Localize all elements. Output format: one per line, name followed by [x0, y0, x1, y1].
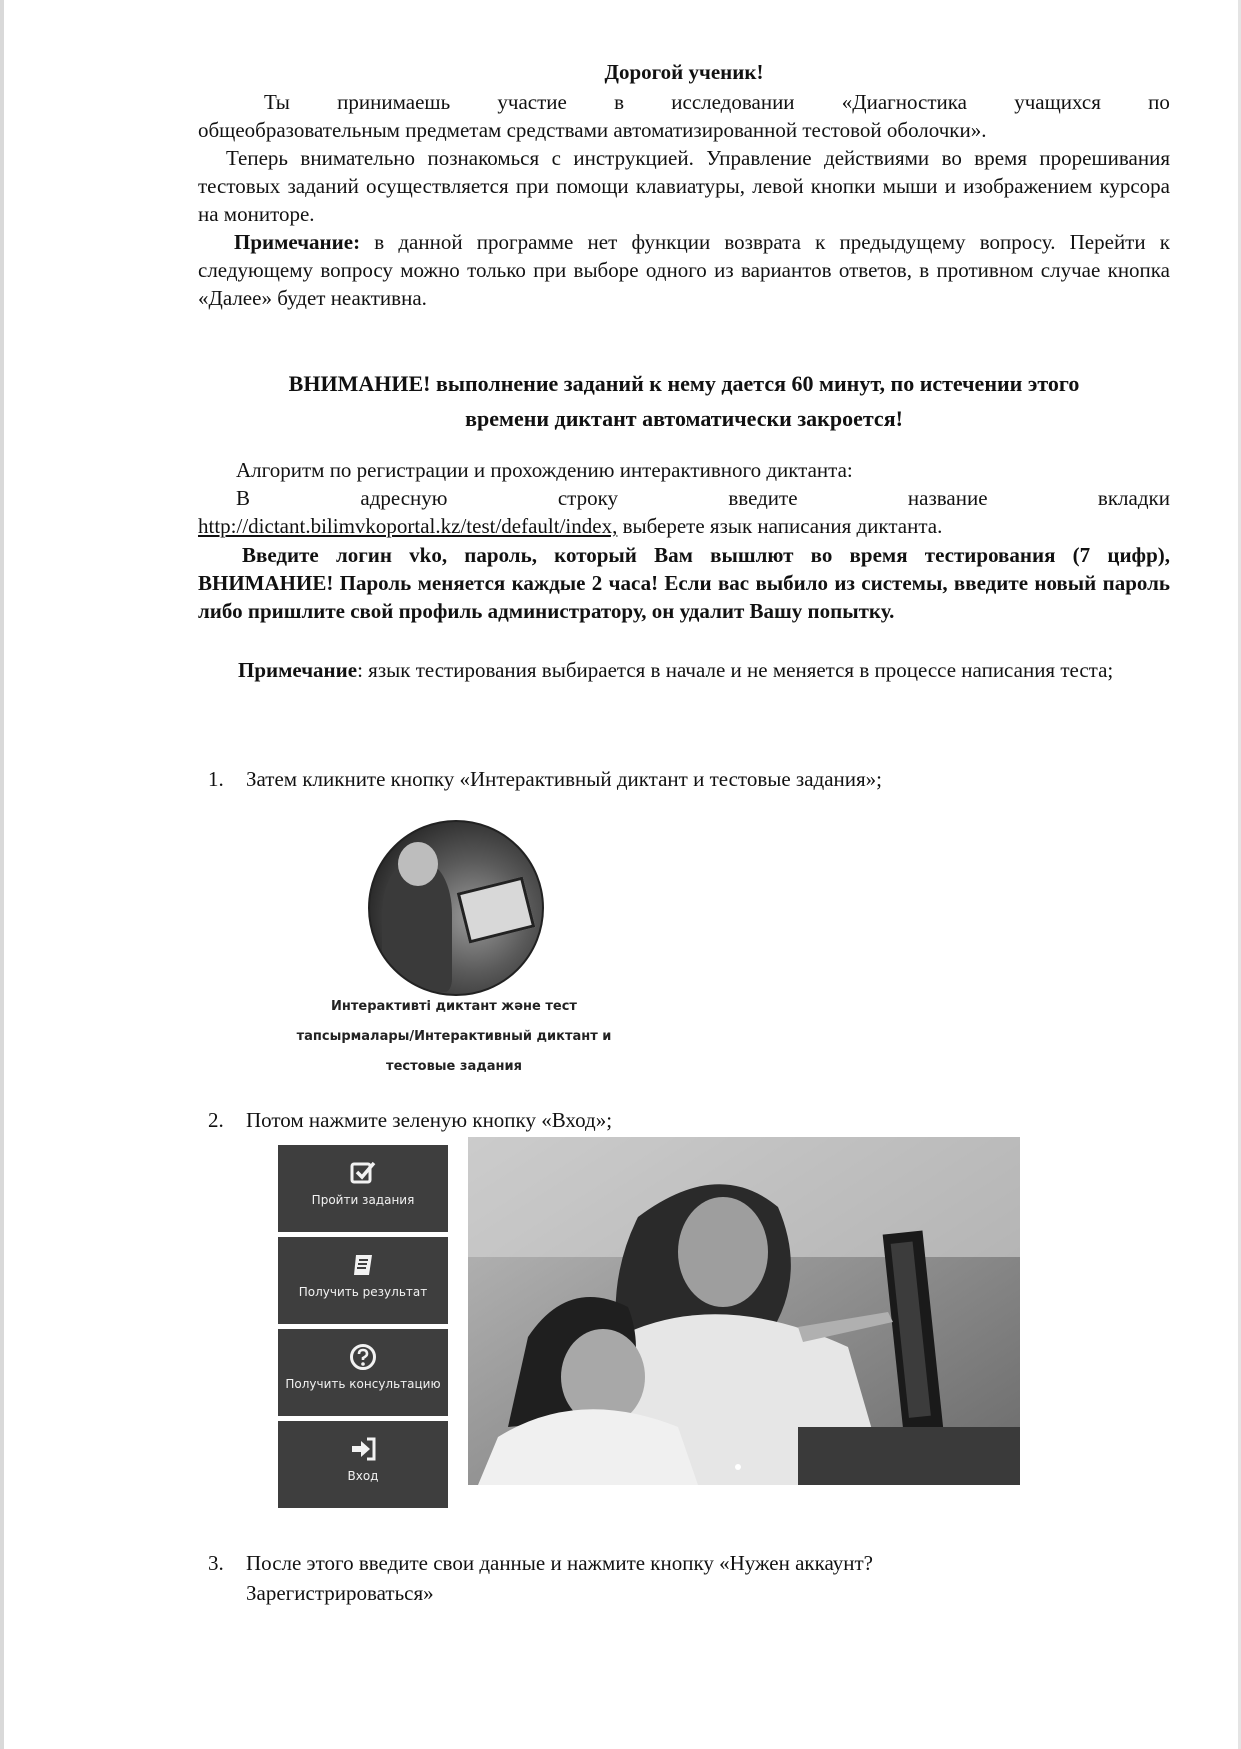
algorithm-title: Алгоритм по регистрации и прохождению интерактивного диктанта:	[236, 458, 853, 482]
caption-line: тестовые задания	[386, 1059, 522, 1074]
step-number: 3.	[208, 1551, 224, 1575]
get-consultation-button[interactable]	[278, 1329, 448, 1416]
caption-line: Интерактивті диктант және тест	[331, 999, 577, 1014]
word: принимаешь	[337, 90, 451, 114]
language-note-text: : язык тестирования выбирается в начале и не меняется в процессе написания теста;	[357, 658, 1114, 682]
book-icon	[349, 1251, 377, 1279]
classroom-photo-illustration	[468, 1137, 1020, 1485]
warning-block	[198, 366, 1170, 436]
login-paragraph: Введите логин vko, пароль, который Вам вышлют во время тестирования (7 цифр), ВНИМАНИЕ! Пароль меняется каждые 2 часа! Если вас выбило из системы, введите новый пароль либо пришлите свой профиль администратору, он удалит Вашу попытку.	[198, 543, 1170, 623]
button-label: Получить результат	[298, 1285, 428, 1299]
button-label: Вход	[347, 1469, 379, 1483]
instructions-paragraph: Теперь внимательно познакомься с инструкцией. Управление действиями во время прорешивания тестовых заданий осуществляется при помощи клавиатуры, левой кнопки мыши и изображением курсора на мониторе.	[198, 146, 1170, 226]
url-line	[198, 512, 1170, 540]
interactive-dictation-tile-image[interactable]	[368, 820, 544, 996]
sign-in-icon	[349, 1435, 377, 1463]
classroom-photo	[468, 1137, 1020, 1485]
button-label: Получить консультацию	[285, 1377, 441, 1391]
intro-line-1	[198, 88, 1170, 116]
note-text: в данной программе нет функции возврата к предыдущему вопросу. Перейти к следующему вопросу можно только при выборе одного из вариантов ответов, в противном случае кнопка «Далее» будет неактивна.	[198, 230, 1170, 310]
warning-line-1: ВНИМАНИЕ! выполнение заданий к нему дается 60 минут, по истечении этого	[288, 371, 1080, 396]
take-tasks-button[interactable]	[278, 1145, 448, 1232]
note-paragraph	[198, 228, 1170, 312]
word: строку	[557, 486, 619, 510]
word: «Диагностика	[841, 90, 967, 114]
step-text: После этого введите свои данные и нажмите кнопку «Нужен аккаунт?	[246, 1551, 873, 1575]
url-line-text: выберете язык написания диктанта.	[617, 514, 943, 538]
word: в	[614, 90, 625, 114]
check-square-icon	[349, 1159, 377, 1187]
algorithm-block	[198, 456, 1170, 540]
student-head	[398, 842, 438, 886]
intro-line-2: общеобразовательным предметам средствами автоматизированной тестовой оболочки».	[198, 118, 987, 142]
word: вкладки	[1097, 486, 1170, 510]
note-label: Примечание:	[234, 230, 361, 254]
step-3	[208, 1548, 873, 1608]
word: исследовании	[671, 90, 795, 114]
button-label: Пройти задания	[311, 1193, 415, 1207]
step-text: Потом нажмите зеленую кнопку «Вход»;	[246, 1108, 613, 1132]
interactive-dictation-tile-caption[interactable]	[262, 992, 646, 1082]
tablet-shape	[457, 877, 536, 944]
word: название	[907, 486, 988, 510]
step-2	[208, 1105, 612, 1135]
word: учащихся	[1014, 90, 1101, 114]
word: по	[1148, 90, 1170, 114]
step-number: 1.	[208, 767, 224, 791]
caption-line: тапсырмалары/Интерактивный диктант и	[296, 1029, 612, 1044]
word: введите	[728, 486, 798, 510]
language-note-paragraph	[198, 656, 1170, 684]
warning-line-2: времени диктант автоматически закроется!	[465, 406, 903, 431]
question-circle-icon	[349, 1343, 377, 1371]
step-text-continued: Зарегистрироваться»	[246, 1581, 434, 1605]
dictant-url-link[interactable]: http://dictant.bilimvkoportal.kz/test/default/index,	[198, 514, 618, 538]
word: Ты	[264, 90, 290, 114]
word: адресную	[360, 486, 448, 510]
word: участие	[497, 90, 567, 114]
scan-edge-left	[0, 0, 4, 1749]
address-line	[198, 484, 1170, 512]
language-note-label: Примечание	[238, 658, 358, 682]
get-result-button[interactable]	[278, 1237, 448, 1324]
step-1	[208, 764, 882, 794]
login-button[interactable]	[278, 1421, 448, 1508]
step-text: Затем кликните кнопку «Интерактивный диктант и тестовые задания»;	[246, 767, 883, 791]
word: В	[236, 486, 251, 510]
page-title: Дорогой ученик!	[604, 60, 764, 84]
step-number: 2.	[208, 1108, 224, 1132]
intro-paragraph	[198, 88, 1170, 144]
